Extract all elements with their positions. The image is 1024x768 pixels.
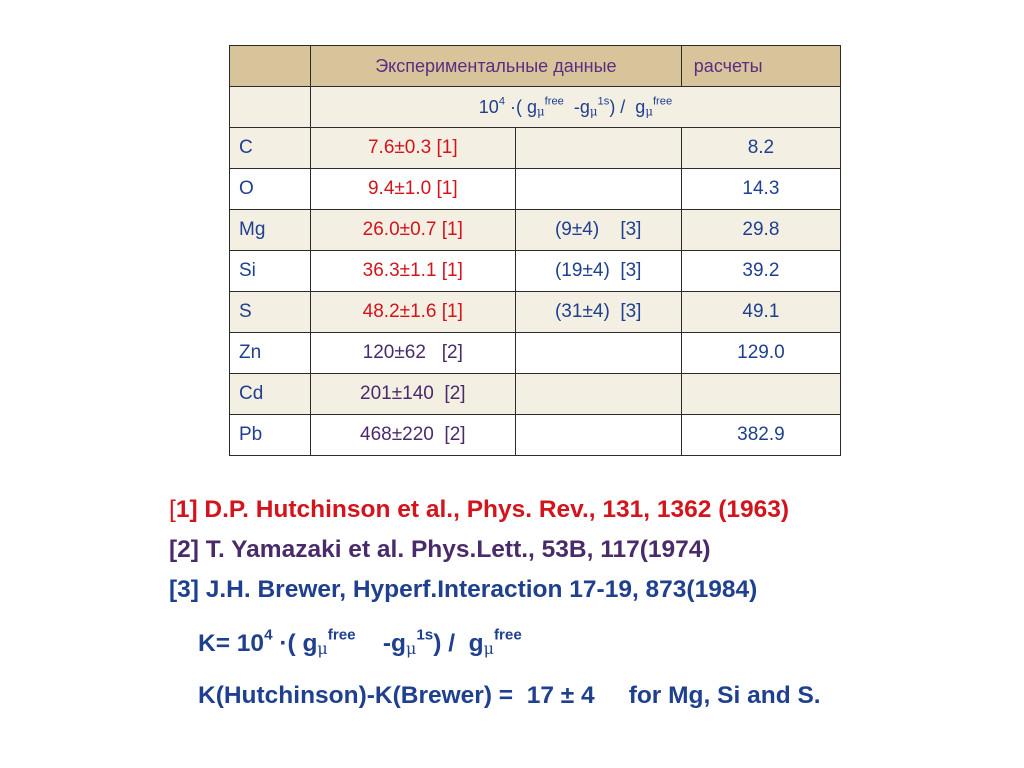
formula-empty-cell [230,87,311,128]
calc-cell: 382.9 [681,415,840,456]
element-cell: Zn [230,333,311,374]
brewer-cell [515,333,681,374]
brewer-cell: (19±4) [3] [515,251,681,292]
table-row [230,210,841,251]
formula-1s: 1s [597,95,610,108]
reference-1-text: 1] D.P. Hutchinson et al., Phys. Rev., 131, 1362 (1963) [175,496,790,523]
element-cell: Pb [230,415,311,456]
reference-3: [3] J.H. Brewer, Hyperf.Interaction 17-19, 873(1984) [169,576,758,603]
k-block [198,618,821,722]
formula-free-1: free [544,95,564,108]
k-free-2: free [493,626,522,644]
brewer-cell [515,374,681,415]
calc-cell: 39.2 [681,251,840,292]
hutchinson-cell: 7.6±0.3 [1] [310,128,515,169]
k-open: ·( g [272,630,318,657]
element-cell: S [230,292,311,333]
k-1s: 1s [416,626,434,644]
k-free-1: free [327,626,356,644]
table-row [230,292,841,333]
hutchinson-cell: 26.0±0.7 [1] [310,210,515,251]
brewer-cell [515,415,681,456]
k-mu-2: μ [406,639,417,659]
formula-close: ) / g [609,96,646,117]
brewer-cell [515,128,681,169]
results-table [229,45,841,456]
hutchinson-cell: 201±140 [2] [310,374,515,415]
formula-minus: -g [563,96,590,117]
formula-mu-2: μ [589,103,598,118]
brewer-cell [515,169,681,210]
element-cell: Cd [230,374,311,415]
calc-cell: 49.1 [681,292,840,333]
hutchinson-cell: 120±62 [2] [310,333,515,374]
header-calc: расчеты [681,46,840,87]
brewer-cell: (9±4) [3] [515,210,681,251]
hutchinson-cell: 9.4±1.0 [1] [310,169,515,210]
table-formula-row [230,87,841,128]
reference-1-bracket: [ [169,496,176,523]
k-mu-3: μ [483,639,494,659]
calc-cell: 29.8 [681,210,840,251]
hutchinson-cell: 468±220 [2] [310,415,515,456]
formula-mu-3: μ [645,103,653,118]
hutchinson-cell: 36.3±1.1 [1] [310,251,515,292]
element-cell: Mg [230,210,311,251]
k-minus: -g [355,630,406,657]
element-cell: Si [230,251,311,292]
k-exp: 4 [264,626,273,644]
table-header-row [230,46,841,87]
reference-2: [2] T. Yamazaki et al. Phys.Lett., 53B, 117(1974) [169,536,711,563]
table-row [230,415,841,456]
formula-mu-1: μ [537,103,545,118]
calc-cell [681,374,840,415]
formula-exp: 4 [498,95,506,108]
table-row [230,251,841,292]
brewer-cell: (31±4) [3] [515,292,681,333]
k-close: ) / g [433,630,484,657]
k-prefix: K= 10 [198,630,265,657]
formula-prefix: 10 [478,96,499,117]
header-experimental: Экспериментальные данные [310,46,681,87]
k-mu-1: μ [317,639,328,659]
table-row [230,374,841,415]
element-cell: C [230,128,311,169]
references [169,490,789,610]
formula-free-2: free [652,95,673,108]
calc-cell: 129.0 [681,333,840,374]
table-row [230,169,841,210]
formula-cell [310,87,840,128]
reference-1 [169,490,789,530]
hutchinson-cell: 48.2±1.6 [1] [310,292,515,333]
element-cell: O [230,169,311,210]
k-formula [198,618,821,670]
header-empty-cell [230,46,311,87]
k-difference: K(Hutchinson)-K(Brewer) = 17 ± 4 for Mg, Si and S. [198,682,821,709]
table-row [230,333,841,374]
formula-open: ·( g [505,96,538,117]
calc-cell: 14.3 [681,169,840,210]
calc-cell: 8.2 [681,128,840,169]
table-row [230,128,841,169]
